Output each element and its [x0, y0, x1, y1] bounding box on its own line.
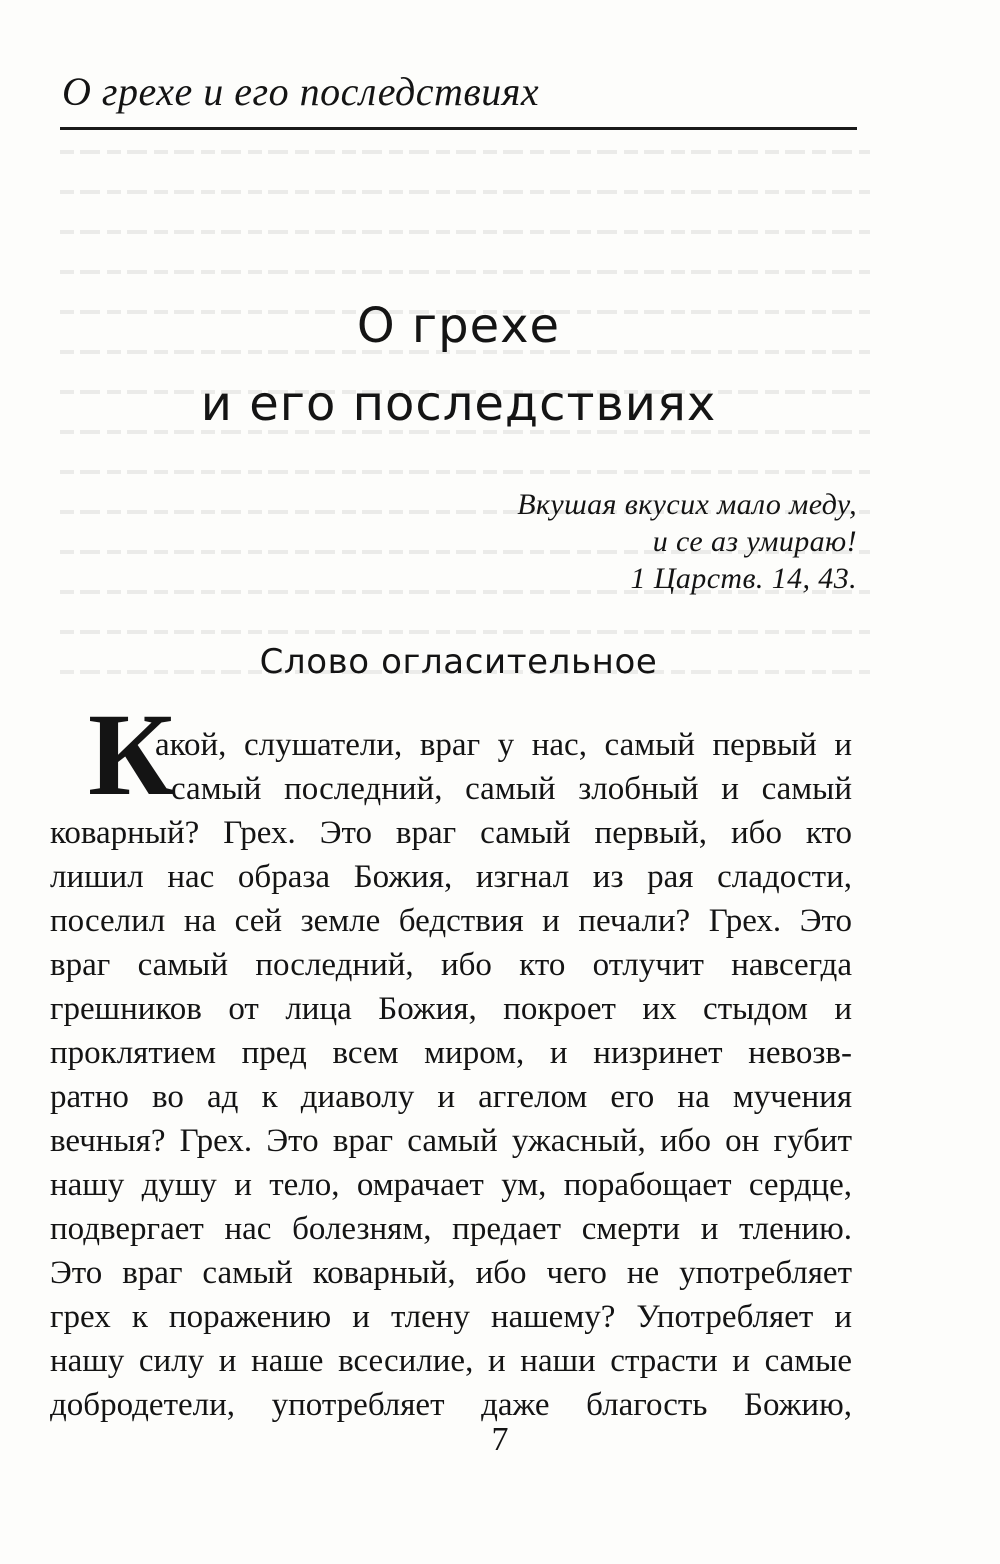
- body-line: Это враг самый коварный, ибо чего не употребляет: [50, 1255, 852, 1291]
- body-line: подвергает нас болезням, предает смерти и тлению.: [50, 1211, 852, 1247]
- header-rule: [60, 127, 857, 130]
- page-number: 7: [491, 1421, 509, 1458]
- body-line: грешников от лица Божия, покроет их стыдом и: [50, 991, 852, 1027]
- body-line: вечныя? Грех. Это враг самый ужасный, ибо он губит: [50, 1123, 852, 1159]
- body-line: враг самый последний, ибо кто отлучит навсегда: [50, 947, 852, 983]
- body-line: проклятием пред всем миром, и низринет невозв-: [50, 1035, 852, 1071]
- body-line: акой, слушатели, враг у нас, самый первый и: [155, 727, 852, 763]
- epigraph-line-1: Вкушая вкусих мало меду,: [517, 488, 857, 521]
- epigraph: [517, 486, 857, 597]
- chapter-title-line-1: О грехе: [356, 298, 561, 354]
- section-title: Слово огласительное: [259, 642, 658, 682]
- epigraph-source: 1 Царств. 14, 43.: [630, 562, 857, 595]
- body-line: поселил на сей земле бедствия и печали? Грех. Это: [50, 903, 852, 939]
- chapter-title-line-2: и его последствиях: [200, 376, 717, 432]
- body-line: нашу душу и тело, омрачает ум, порабощает сердце,: [50, 1167, 852, 1203]
- body-line: самый последний, самый злобный и самый: [171, 771, 852, 807]
- body-line: добродетели, употребляет даже благость Божию,: [50, 1387, 852, 1423]
- body-line: коварный? Грех. Это враг самый первый, ибо кто: [50, 815, 852, 851]
- epigraph-line-2: и се аз умираю!: [652, 525, 857, 558]
- body-line: грех к поражению и тлену нашему? Употребляет и: [50, 1299, 852, 1335]
- body-line: ратно во ад к диаволу и аггелом его на мучения: [50, 1079, 852, 1115]
- running-header: О грехе и его последствиях: [62, 69, 540, 114]
- drop-cap: К: [88, 689, 174, 820]
- body-line: лишил нас образа Божия, изгнал из рая сладости,: [50, 859, 852, 895]
- body-line: нашу силу и наше всесилие, и наши страсти и самые: [50, 1343, 852, 1379]
